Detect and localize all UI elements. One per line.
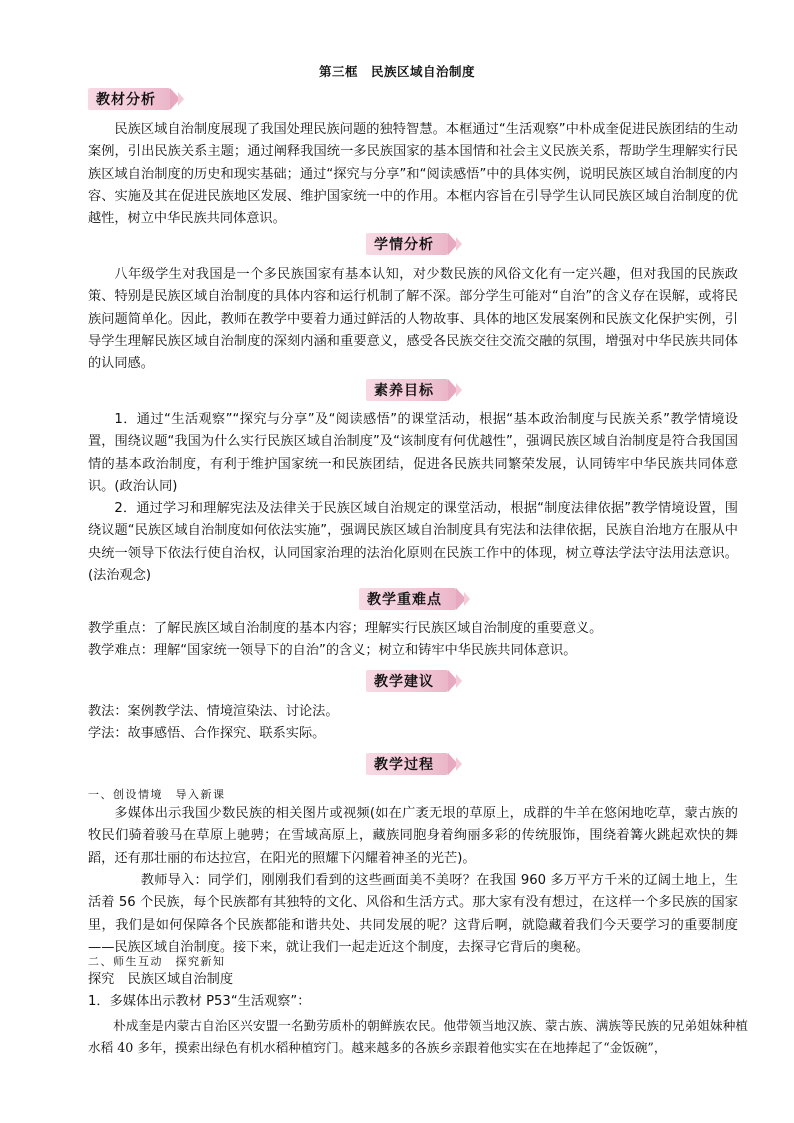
teaching-methods: 教法：案例教学法、情境渲染法、讨论法。 <box>88 704 339 719</box>
section-heading-suggestions <box>366 670 462 692</box>
arrow-icon <box>456 383 462 397</box>
heading-label: 教学建议 <box>366 670 448 692</box>
teaching-focus: 教学重点：了解民族区域自治制度的基本内容；理解实行民族区域自治制度的重要意义。 <box>88 621 603 636</box>
goal-item-2: 2．通过学习和理解宪法及法律关于民族区域自治规定的课堂活动，根据“制度法律依据”教学情境设置，围绕议题“民族区域自治制度如何依法实施”，强调民族区域自治制度具有宪法和法律依据，民族自治地方在服从中央统一领导下依法行使自治权，认同国家治理的法治化原则在民族工作中的体现，树立尊法学法守法用法意识。(法治观念) <box>88 501 738 583</box>
arrow-icon <box>178 92 184 106</box>
process-step-2: 二、师生互动 探究新知 <box>88 955 226 968</box>
section-heading-goals <box>366 379 462 401</box>
analysis-text: 民族区域自治制度展现了我国处理民族问题的独特智慧。本框通过“生活观察”中朴成奎促进民族团结的生动案例，引出民族关系主题；通过阐释我国统一多民族国家的基本国情和社会主义民族关系，帮助学生理解实行民族区域自治制度的历史和现实基础；通过“探究与分享”和“阅读感悟”中的具体实例，说明民族区域自治制度的内容、实施及其在促进民族地区发展、维护国家统一中的作用。本框内容旨在引导学生认同民族区域自治制度的优越性，树立中华民族共同体意识。 <box>88 122 738 227</box>
section-heading-analysis <box>88 88 184 110</box>
heading-label: 学情分析 <box>366 233 448 255</box>
process-step-1: 一、创设情境 导入新课 <box>88 788 226 801</box>
explore-title: 探究 民族区域自治制度 <box>88 972 234 987</box>
teaching-difficulty: 教学难点：理解“国家统一领导下的自治”的含义；树立和铸牢中华民族共同体意识。 <box>88 643 577 658</box>
section-heading-learners <box>366 233 462 255</box>
step1-teacher-intro: 教师导入：同学们，刚刚我们看到的这些画面美不美呀？在我国 960 多万平方千米的辽阔土地上，生活着 56 个民族，每个民族都有其独特的文化、风俗和生活方式。那大家有没有想过，在这样一个多民族的国家里，我们是如何保障各个民族都能和谐共处、共同发展的呢？这背后啊，就隐藏着我们今天要学习的重要制度——民族区域自治制度。接下来，就让我们一起走近这个制度，去探寻它背后的奥秘。 <box>88 873 738 955</box>
heading-label: 素养目标 <box>366 379 448 401</box>
heading-label: 教学重难点 <box>359 588 456 610</box>
goal-item-1: 1．通过“生活观察”“探究与分享”及“阅读感悟”的课堂活动，根据“基本政治制度与民族关系”教学情境设置，围绕议题“我国为什么实行民族区域自治制度”及“该制度有何优越性”，强调民族区域自治制度是符合我国国情的基本政治制度，有利于维护国家统一和民族团结，促进各民族共同繁荣发展，认同铸牢中华民族共同体意识。(政治认同) <box>88 412 738 494</box>
arrow-icon <box>456 237 462 251</box>
arrow-icon <box>456 674 462 688</box>
learning-methods: 学法：故事感悟、合作探究、联系实际。 <box>88 726 326 741</box>
learners-text: 八年级学生对我国是一个多民族国家有基本认知，对少数民族的风俗文化有一定兴趣，但对我国的民族政策、特别是民族区域自治制度的具体内容和运行机制了解不深。部分学生可能对“自治”的含义存在误解，或将民族问题简单化。因此，教师在教学中要着力通过鲜活的人物故事、具体的地区发展案例和民族文化保护实例，引导学生理解民族区域自治制度的深刻内涵和重要意义，感受各民族交往交流交融的氛围，增强对中华民族共同体的认同感。 <box>88 267 738 372</box>
step1-text: 多媒体出示我国少数民族的相关图片或视频(如在广袤无垠的草原上，成群的牛羊在悠闲地吃草，蒙古族的牧民们骑着骏马在草原上驰骋；在雪域高原上，藏族同胞身着绚丽多彩的传统服饰，围绕着篝火跳起欢快的舞蹈，还有那壮丽的布达拉宫，在阳光的照耀下闪耀着神圣的光芒)。 <box>88 806 738 866</box>
heading-label: 教学过程 <box>366 753 448 775</box>
page-title: 第三框 民族区域自治制度 <box>318 64 475 79</box>
heading-label: 教材分析 <box>88 88 170 110</box>
arrow-icon <box>456 757 462 771</box>
arrow-icon <box>464 592 470 606</box>
section-heading-key-points <box>359 588 470 610</box>
explore-item-1: 1．多媒体出示教材 P53“生活观察”： <box>88 994 311 1009</box>
story-text: 朴成奎是内蒙古自治区兴安盟一名勤劳质朴的朝鲜族农民。他带领当地汉族、蒙古族、满族等民族的兄弟姐妹种植水稻 40 多年，摸索出绿色有机水稻种植窍门。越来越多的各族乡亲跟着他实实在在地捧起了“金饭碗”， <box>88 1018 748 1055</box>
section-heading-process <box>366 753 462 775</box>
